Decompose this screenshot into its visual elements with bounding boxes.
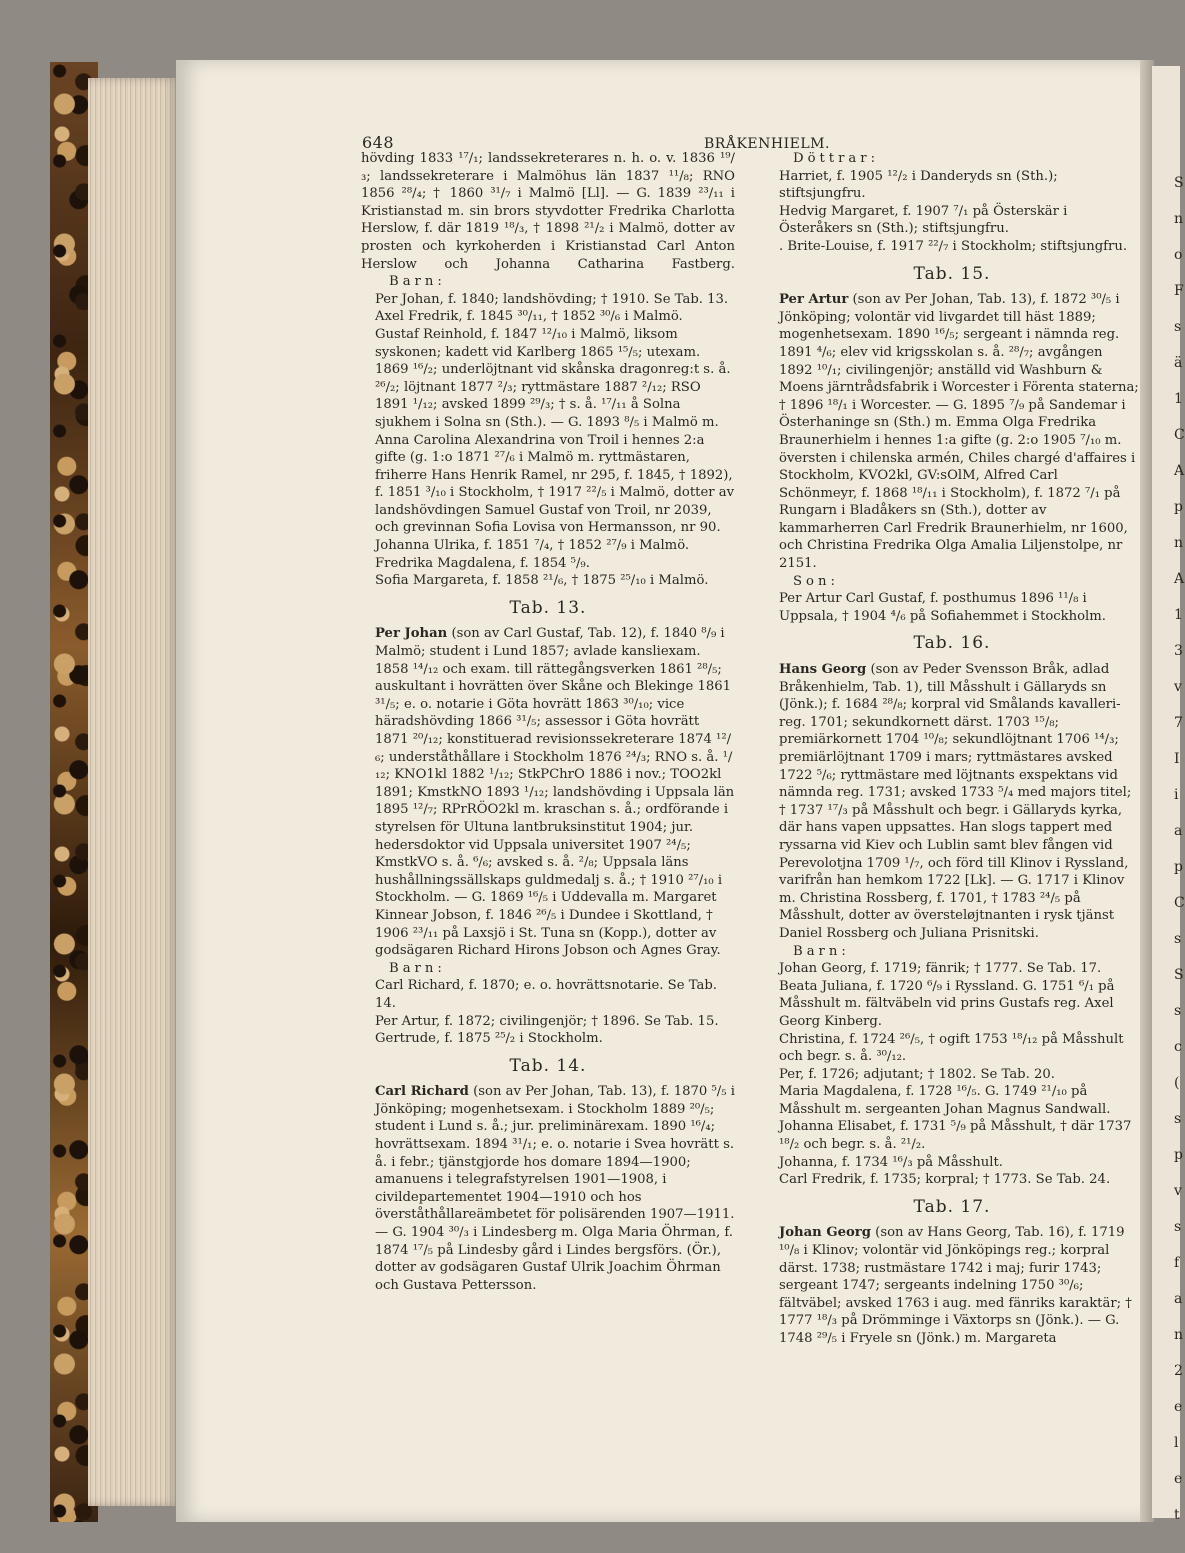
next-page-fragment: p — [1174, 1147, 1183, 1163]
next-page-fragment: l — [1174, 1435, 1179, 1451]
next-page-fragment: a — [1174, 1291, 1183, 1307]
next-page-fragment: e — [1174, 1471, 1183, 1487]
entry-text: (son av Per Johan, Tab. 13), f. 1872 ³⁰/₅ i Jönköping; volontär vid livgardet till häst 1889; mogenhetsexam. 1890 ¹⁶/₅; sergeant i nämnda reg. 1891 ⁴/₆; elev vid krigsskolan s. å. ²⁸/₇; avgången 1892 ¹⁰/₁; civilingenjör; anställd vid Washburn & Moens järntrådsfabrik i Worcester i Förenta staterna; † 1896 ¹⁸/₁ i Worcester. — G. 1895 ⁷/₉ på Sandemar i Österhaninge sn (Sth.) m. Emma Olga Fredrika Braunerhielm i hennes 1:a gifte (g. 2:o 1905 ⁷/₁₀ m. översten i chilenska armén, Chiles chargé d'affaires i Stockholm, KVO2kl, GV:sOlM, Alfred Carl Schönmeyr, f. 1868 ¹⁸/₁₁ i Stockholm), f. 1872 ⁷/₁ på Rungarn i Bladåkers sn (Sth.), dotter av kammarherren Carl Fredrik Braunerhielm, nr 1600, och Christina Fredrika Olga Amalia Liljenstolpe, nr 2151. — [779, 292, 1139, 572]
paragraph: hövding 1833 ¹⁷/₁; landssekreterares n. h. o. v. 1836 ¹⁹/₃; landssekreterare i Malmöhus län 1837 ¹¹/₈; RNO 1856 ²⁸/₄; † 1860 ³¹/₇ i Malmö [Ll]. — G. 1839 ²³/₁₁ i Kristianstad m. sin brors styvdotter Fredrika Charlotta Herslow, f. där 1819 ¹⁸/₃, † 1898 ²¹/₂ i Malmö, dotter av prosten och kyrkoherden i Kristianstad Carl Anton Herslow och Johanna Catharina Fastberg. — [361, 151, 735, 272]
entry-text: (son av Per Johan, Tab. 13), f. 1870 ⁵/₅ i Jönköping; mogenhetsexam. i Stockholm 1889 ²⁰/₅; student i Lund s. å.; jur. preliminärexam. 1890 ¹⁶/₄; hovrättsexam. 1894 ³¹/₁; e. o. notarie i Svea hovrätt s. å. i febr.; tjänstgjorde hos domare 1894—1900; amanuens i telegrafstyrelsen 1901—1908, i civildepartementet 1904—1910 och hos överståthållareämbetet för polisärenden 1907—1911. — G. 1904 ³⁰/₃ i Lindesberg m. Olga Maria Öhrman, f. 1874 ¹⁷/₅ på Lindesby gård i Lindes bergsförs. (Ör.), dotter av godsägaren Gustaf Ulrik Joachim Öhrman och Gustava Pettersson. — [375, 1084, 735, 1293]
child-entry: Maria Magdalena, f. 1728 ¹⁶/₅. G. 1749 ²¹/₁₀ på Måsshult m. sergeanten Johan Magnus Sandwall. — [779, 1084, 1111, 1117]
child-entry: . Brite-Louise, f. 1917 ²²/₇ i Stockholm; stiftsjungfru. — [779, 238, 1128, 254]
table-heading: Tab. 16. — [913, 633, 991, 654]
next-page-fragment: p — [1174, 859, 1183, 875]
entry-text: (son av Hans Georg, Tab. 16), f. 1719 ¹⁰/₈ i Klinov; volontär vid Jönköpings reg.; korpral därst. 1738; rustmästare 1742 i maj; furir 1743; sergeant 1747; sergeants indelning 1750 ³⁰/₆; fältväbel; avsked 1763 i aug. med fänriks karaktär; † 1777 ¹⁸/₃ på Drömminge i Växtorps sn (Jönk.). — G. 1748 ²⁹/₅ i Fryele sn (Jönk.) m. Margareta — [779, 1225, 1132, 1346]
next-page-fragment: I — [1174, 751, 1180, 767]
section-heading: Döttrar: — [793, 151, 880, 166]
entry-text: (son av Peder Svensson Bråk, adlad Bråkenhielm, Tab. 1), till Måsshult i Gällaryds sn (Jönk.); f. 1684 ²⁸/₈; korpral vid Smålands kavalleri-reg. 1701; sekundkornett därst. 1703 ¹⁵/₈; premiärkornett 1704 ¹⁰/₈; sekundlöjtnant 1706 ¹⁴/₃; premiärlöjtnant 1709 i mars; ryttmästares avsked 1722 ⁵/₆; ryttmästare med löjtnants exspektans vid nämnda reg. 1731; avsked 1733 ⁵/₄ med majors titel; † 1737 ¹⁷/₃ på Måsshult och begr. i Gällaryds kyrka, där hans vapen uppsattes. Han slogs tappert med ryssarna vid Kiev och Lublin samt blev fången vid Perevolotjna 1709 ¹/₇, och förd till Klinov i Ryssland, varifrån han hemkom 1722 [Lk]. — G. 1717 i Klinov m. Christina Rossberg, f. 1701, † 1783 ²⁴/₅ på Måsshult, dotter av översteløjtnanten i rysk tjänst Daniel Rossberg och Juliana Prisnitski. — [779, 662, 1132, 941]
next-page-fragment: s — [1174, 931, 1182, 947]
page-edges — [88, 78, 178, 1506]
section-heading: Barn: — [389, 274, 446, 290]
child-entry: Johanna Elisabet, f. 1731 ⁵/₉ på Måsshult, † där 1737 ¹⁸/₂ och begr. s. å. ²¹/₂. — [779, 1119, 1132, 1153]
table-heading: Tab. 17. — [913, 1196, 991, 1217]
entry-name: Johan Georg — [779, 1225, 871, 1241]
next-page-fragment: s — [1174, 1111, 1182, 1127]
entry-name: Carl Richard — [375, 1084, 469, 1100]
table-heading: Tab. 15. — [913, 263, 991, 284]
next-page-fragment: v — [1174, 1183, 1182, 1199]
next-page-fragment: 3 — [1174, 643, 1183, 659]
next-page-fragment: s — [1174, 1219, 1182, 1235]
next-page-fragment: 1 — [1174, 391, 1183, 407]
entry-text: (son av Carl Gustaf, Tab. 12), f. 1840 ⁸/₉ i Malmö; student i Lund 1857; avlade kansliexam. 1858 ¹⁴/₁₂ och exam. till rättegångsverken 1861 ²⁸/₅; auskultant i hovrätten över Skåne och Blekinge 1861 ³¹/₅; e. o. notarie i Göta hovrätt 1863 ³⁰/₁₀; vice häradshövding 1866 ³¹/₅; assessor i Göta hovrätt 1871 ²⁰/₁₂; konstituerad revisionssekreterare 1874 ¹²/₆; underståthållare i Stockholm 1876 ²⁴/₃; RNO s. å. ¹/₁₂; KNO1kl 1882 ¹/₁₂; StkPChrO 1886 i nov.; TOO2kl 1891; KmstkNO 1893 ¹/₁₂; landshövding i Uppsala län 1895 ¹²/₇; RPrRÖO2kl m. kraschan s. å.; ordförande i styrelsen för Ultuna lantbruksinstitut 1904; jur. hedersdoktor vid Uppsala universitet 1907 ²⁴/₅; KmstkVO s. å. ⁶/₆; avsked s. å. ²/₈; Uppsala läns hushållningssällskaps guldmedalj s. å.; † 1910 ²⁷/₁₀ i Stockholm. — G. 1869 ¹⁶/₅ i Uddevalla m. Margaret Kinnear Jobson, f. 1846 ²⁶/₅ i Dundee i Skottland, † 1906 ²³/₁₁ på Laxsjö i St. Tuna sn (Kopp.), dotter av godsägaren Richard Hirons Jobson och Agnes Gray. — [375, 626, 735, 959]
child-entry: Harriet, f. 1905 ¹²/₂ i Danderyds sn (Sth.); stiftsjungfru. — [779, 168, 1058, 202]
child-entry: Per Johan, f. 1840; landshövding; † 1910. Se Tab. 13. — [375, 291, 729, 307]
next-page-fragment: 7 — [1174, 715, 1183, 731]
next-page-fragment: 1 — [1174, 607, 1183, 623]
next-page-fragment: A — [1174, 571, 1185, 587]
child-entry: Johan Georg, f. 1719; fänrik; † 1777. Se Tab. 17. — [779, 961, 1102, 977]
next-page-fragment: ä — [1174, 355, 1183, 371]
next-page-fragment: C — [1174, 895, 1185, 911]
child-entry: Christina, f. 1724 ²⁶/₅, † ogift 1753 ¹⁸/₁₂ på Måsshult och begr. s. å. ³⁰/₁₂. — [779, 1031, 1124, 1065]
left-column — [361, 150, 735, 1294]
next-page-fragment: c — [1174, 1039, 1182, 1055]
entry-name: Per Artur — [779, 292, 849, 308]
next-page-fragment: s — [1174, 1003, 1182, 1019]
table-heading: Tab. 13. — [509, 597, 587, 618]
child-entry: Fredrika Magdalena, f. 1854 ⁵/₉. — [375, 555, 590, 571]
child-entry: Carl Richard, f. 1870; e. o. hovrättsnotarie. Se Tab. 14. — [375, 978, 717, 1011]
next-page-fragment: a — [1174, 823, 1183, 839]
page-number: 648 — [362, 133, 395, 152]
next-page-fragment: S — [1174, 175, 1184, 191]
table-heading: Tab. 14. — [509, 1055, 587, 1076]
next-page-fragment: F — [1174, 283, 1184, 299]
next-page-fragment: s — [1174, 319, 1182, 335]
next-page-fragment: n — [1174, 535, 1184, 551]
child-entry: Gustaf Reinhold, f. 1847 ¹²/₁₀ i Malmö, liksom syskonen; kadett vid Karlberg 1865 ¹⁵/₅; utexam. 1869 ¹⁶/₂; underlöjtnant vid skånska dragonreg:t s. å. ²⁶/₂; löjtnant 1877 ²/₃; ryttmästare 1887 ²/₁₂; RSO 1891 ¹/₁₂; avsked 1899 ²⁹/₃; † s. å. ¹⁷/₁₁ å Solna sjukhem i Solna sn (Sth.). — G. 1893 ⁸/₅ i Malmö m. Anna Carolina Alexandrina von Troil i hennes 2:a gifte (g. 1:o 1871 ²⁷/₆ i Malmö m. ryttmästaren, friherre Hans Henrik Ramel, nr 295, f. 1845, † 1892), f. 1851 ³/₁₀ i Stockholm, † 1917 ²²/₅ i Malmö, dotter av landshövdingen Samuel Gustaf von Troil, nr 2039, och grevinnan Sofia Lovisa von Hermansson, nr 90. — [375, 326, 735, 536]
section-heading: Son: — [793, 573, 839, 589]
entry-name: Per Johan — [375, 626, 448, 642]
section-heading: Barn: — [793, 943, 850, 959]
next-page-fragment: n — [1174, 1327, 1184, 1343]
next-page-fragment: e — [1174, 1399, 1183, 1415]
child-entry: Johanna Ulrika, f. 1851 ⁷/₄, † 1852 ²⁷/₉ i Malmö. — [375, 538, 690, 554]
next-page-fragment: S — [1174, 967, 1184, 983]
right-column — [765, 150, 1139, 1348]
child-entry: Carl Fredrik, f. 1735; korpral; † 1773. Se Tab. 24. — [779, 1172, 1111, 1188]
next-page-fragment: t — [1174, 1507, 1180, 1523]
child-entry: Per, f. 1726; adjutant; † 1802. Se Tab. 20. — [779, 1066, 1055, 1082]
child-entry: Gertrude, f. 1875 ²⁵/₂ i Stockholm. — [375, 1031, 603, 1047]
next-page-fragment: 2 — [1174, 1363, 1183, 1379]
child-entry: Per Artur, f. 1872; civilingenjör; † 1896. Se Tab. 15. — [375, 1013, 719, 1029]
child-entry: Beata Juliana, f. 1720 ⁶/₉ i Ryssland. G. 1751 ⁶/₁ på Måsshult m. fältväbeln vid prins Gustafs reg. Axel Georg Kinberg. — [779, 978, 1115, 1029]
child-entry: Johanna, f. 1734 ¹⁶/₃ på Måsshult. — [779, 1154, 1003, 1170]
next-page-fragment: C — [1174, 427, 1185, 443]
next-page-fragment: i — [1174, 787, 1179, 803]
child-entry: Per Artur Carl Gustaf, f. posthumus 1896 ¹¹/₈ i Uppsala, † 1904 ⁴/₆ på Sofiahemmet i Stockholm. — [779, 591, 1106, 624]
next-page-fragment: o — [1174, 247, 1183, 263]
section-heading: Barn: — [389, 960, 446, 976]
entry-name: Hans Georg — [779, 662, 867, 678]
next-page-fragment: ( — [1174, 1075, 1180, 1091]
child-entry: Axel Fredrik, f. 1845 ³⁰/₁₁, † 1852 ³⁰/₆ i Malmö. — [375, 309, 683, 325]
next-page-fragment: p — [1174, 499, 1183, 515]
next-page-edge — [1152, 66, 1185, 1523]
child-entry: Sofia Margareta, f. 1858 ²¹/₆, † 1875 ²⁵/₁₀ i Malmö. — [375, 573, 709, 589]
running-title: BRÅKENHIELM. — [704, 136, 830, 152]
next-page-fragment: f — [1174, 1255, 1180, 1271]
child-entry: Hedvig Margaret, f. 1907 ⁷/₁ på Österskär i Österåkers sn (Sth.); stiftsjungfru. — [779, 203, 1068, 237]
next-page-fragment: n — [1174, 211, 1184, 227]
next-page-fragment: v — [1174, 679, 1182, 695]
next-page-fragment: A — [1174, 463, 1185, 479]
